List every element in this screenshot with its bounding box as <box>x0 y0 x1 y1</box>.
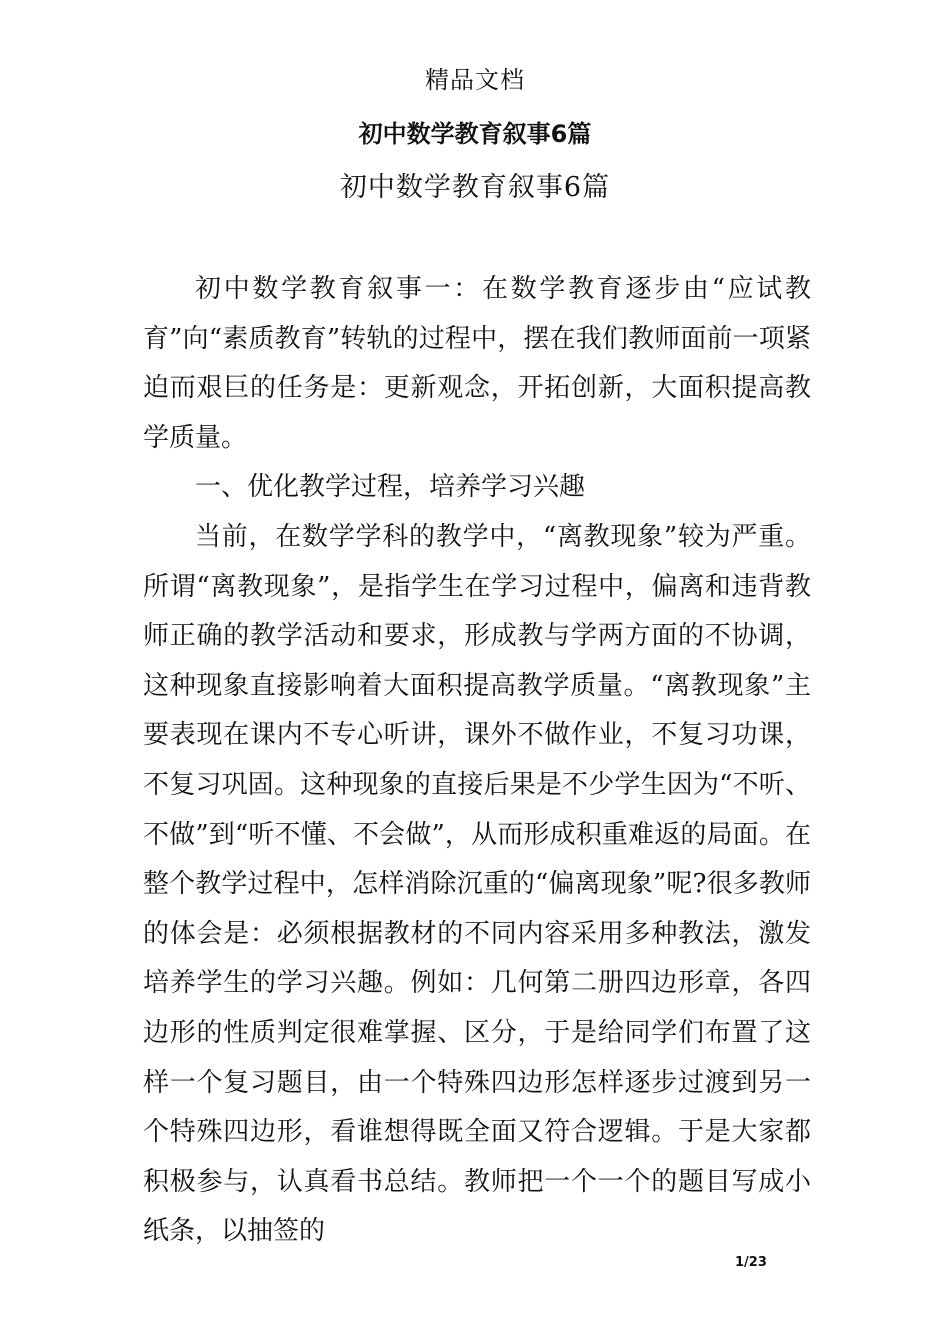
paragraph: 当前，在数学学科的教学中，“离教现象”较为严重。所谓“离教现象”，是指学生在学习过程中，偏离和违背教师正确的教学活动和要求，形成教与学两方面的不协调，这种现象直接影响着大面积提高教学质量。“离教现象”主要表现在课内不专心听讲，课外不做作业，不复习功课，不复习巩固。这种现象的直接后果是不少学生因为“不听、不做”到“听不懂、不会做”，从而形成积重难返的局面。在整个教学过程中，怎样消除沉重的“偏离现象”呢?很多教师的体会是：必须根据教材的不同内容采用多种教法，激发培养学生的学习兴趣。例如：几何第二册四边形章，各四边形的性质判定很难掌握、区分，于是给同学们布置了这样一个复习题目，由一个特殊四边形怎样逐步过渡到另一个特殊四边形，看谁想得既全面又符合逻辑。于是大家都积极参与，认真看书总结。教师把一个一个的题目写成小纸条，以抽签的 <box>143 521 811 1247</box>
paragraph: 初中数学教育叙事一：在数学教育逐步由“应试教育”向“素质教育”转轨的过程中，摆在我们教师面前一项紧迫而艰巨的任务是：更新观念，开拓创新，大面积提高教学质量。 <box>143 274 811 453</box>
page-number: 1/23 <box>735 1255 767 1270</box>
document-body <box>143 265 811 1257</box>
section-heading: 一、优化教学过程，培养学习兴趣 <box>195 472 586 503</box>
document-header-label: 精品文档 <box>425 66 525 94</box>
document-subtitle: 初中数学教育叙事6篇 <box>339 172 611 203</box>
document-title: 初中数学教育叙事6篇 <box>358 120 592 148</box>
